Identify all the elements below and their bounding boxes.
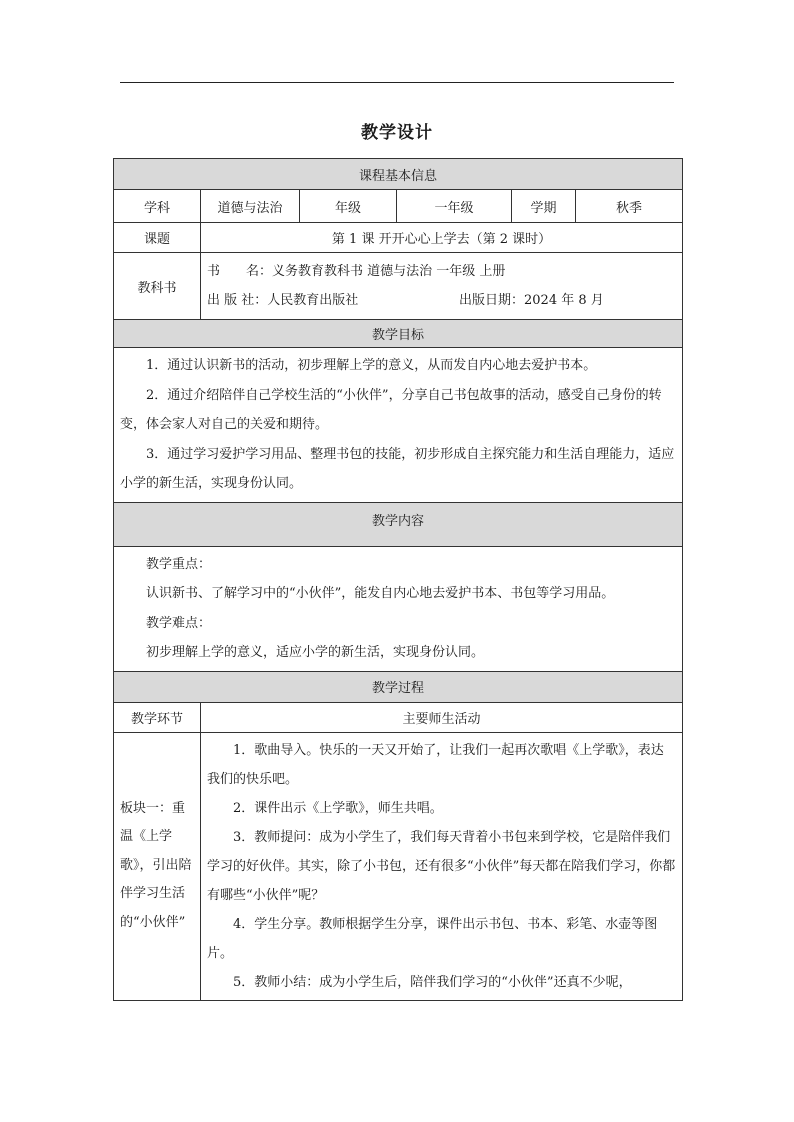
activity-step: 1．歌曲导入。快乐的一天又开始了，让我们一起再次歌唱《上学歌》，表达我们的快乐吧。 (207, 742, 664, 787)
key-point-text: 认识新书、了解学习中的“小伙伴”，能发自内心地去爱护书本、书包等学习用品。 (146, 586, 615, 601)
objective-item: 1．通过认识新书的活动，初步理解上学的意义，从而发自内心地去爱护书本。 (146, 358, 597, 373)
objectives-body (114, 348, 683, 503)
topic-value: 第 1 课 开开心心上学去（第 2 课时） (201, 223, 683, 253)
grade-label: 年级 (300, 190, 397, 223)
activity-column-header: 主要师生活动 (201, 702, 683, 732)
section-content: 教学内容 (114, 502, 683, 546)
difficulty-text: 初步理解上学的意义，适应小学的新生活，实现身份认同。 (146, 645, 485, 660)
subject-label: 学科 (114, 190, 201, 223)
publisher-label: 出 版 社： (207, 293, 268, 308)
section-objectives: 教学目标 (114, 320, 683, 348)
difficulty-label: 教学难点： (146, 615, 212, 631)
stage-column-header: 教学环节 (114, 702, 201, 732)
activity-step: 5．教师小结：成为小学生后，陪伴我们学习的“小伙伴”还真不少呢， (233, 974, 632, 990)
activity-step: 2．课件出示《上学歌》，师生共唱。 (233, 800, 443, 816)
subject-value: 道德与法治 (201, 190, 300, 223)
block1-stage: 板块一：重温《上学歌》，引出陪伴学习生活的“小伙伴” (114, 732, 201, 1000)
header-rule (120, 82, 674, 83)
book-name-label: 书 名： (207, 264, 273, 279)
section-basic-info: 课程基本信息 (114, 159, 683, 190)
pub-date-label: 出版日期： (459, 293, 525, 308)
textbook-label: 教科书 (114, 253, 201, 320)
grade-value: 一年级 (397, 190, 512, 223)
activity-step: 4．学生分享。教师根据学生分享，课件出示书包、书本、彩笔、水壶等图片。 (207, 916, 658, 961)
term-value: 秋季 (576, 190, 683, 223)
activity-step: 3．教师提问：成为小学生了，我们每天背着小书包来到学校，它是陪伴我们学习的好伙伴。其实，除了小书包，还有很多“小伙伴”每天都在陪我们学习，你都有哪些“小伙伴”呢？ (207, 829, 676, 903)
publisher-line (201, 286, 682, 315)
book-name-value: 义务教育教科书 道德与法治 一年级 上册 (272, 264, 506, 279)
publisher-value: 人民教育出版社 (267, 293, 359, 308)
textbook-info (201, 253, 683, 320)
section-process: 教学过程 (114, 671, 683, 702)
key-point-label: 教学重点： (146, 556, 212, 572)
book-name-line (201, 257, 682, 286)
objective-item: 3．通过学习爱护学习用品、整理书包的技能，初步形成自主探究能力和生活自理能力，适应小学的新生活，实现身份认同。 (120, 446, 675, 491)
document-title: 教学设计 (361, 123, 433, 143)
lesson-plan-table (113, 158, 683, 1001)
term-label: 学期 (512, 190, 576, 223)
content-body (114, 546, 683, 671)
block1-activities (201, 732, 683, 1000)
objective-item: 2．通过介绍陪伴自己学校生活的“小伙伴”，分享自己书包故事的活动，感受自己身份的转变，体会家人对自己的关爱和期待。 (120, 387, 662, 432)
topic-label: 课题 (114, 223, 201, 253)
pub-date-value: 2024 年 8 月 (524, 293, 604, 308)
